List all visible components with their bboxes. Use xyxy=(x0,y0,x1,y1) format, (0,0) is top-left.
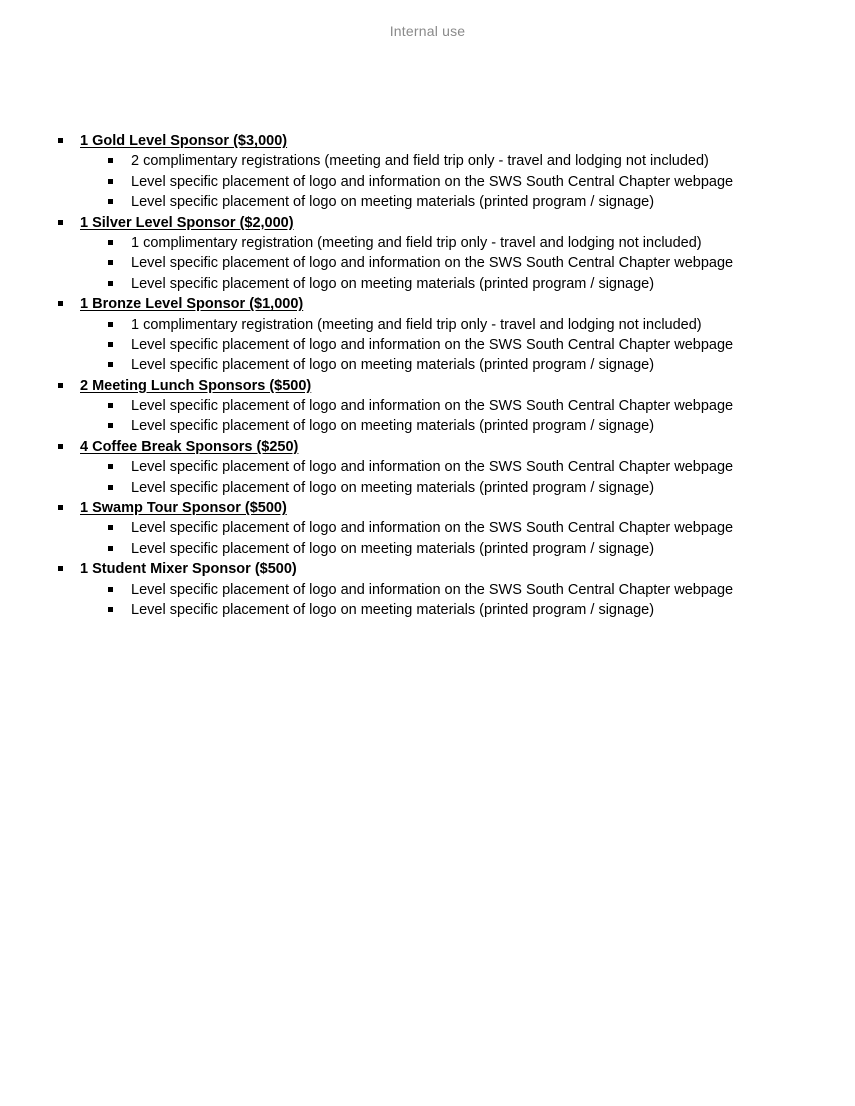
sponsor-benefit-text: Level specific placement of logo on meeting materials (printed program / signage) xyxy=(131,540,655,557)
square-bullet-icon xyxy=(108,322,113,327)
sponsor-level-heading xyxy=(0,498,855,518)
sponsor-benefit-text: Level specific placement of logo and information on the SWS South Central Chapter webpage xyxy=(131,581,734,598)
sponsor-level-heading xyxy=(0,559,855,579)
sponsor-benefit-list xyxy=(0,233,855,294)
sponsor-level-list xyxy=(0,131,855,620)
sponsor-benefit-item xyxy=(0,478,855,498)
square-bullet-icon xyxy=(108,281,113,286)
sponsor-level-heading xyxy=(0,437,855,457)
sponsor-benefit-item xyxy=(0,253,855,273)
square-bullet-icon xyxy=(58,505,63,510)
sponsor-benefit-text: Level specific placement of logo and information on the SWS South Central Chapter webpage xyxy=(131,173,734,190)
sponsor-benefit-text: Level specific placement of logo on meeting materials (printed program / signage) xyxy=(131,479,655,496)
square-bullet-icon xyxy=(58,301,63,306)
sponsor-level-heading xyxy=(0,213,855,233)
sponsor-benefit-item xyxy=(0,539,855,559)
sponsor-benefit-text: 2 complimentary registrations (meeting and field trip only - travel and lodging not included) xyxy=(131,153,709,170)
sponsor-benefit-text: 1 complimentary registration (meeting and field trip only - travel and lodging not included) xyxy=(131,234,702,251)
square-bullet-icon xyxy=(108,179,113,184)
sponsor-level-item xyxy=(0,294,855,376)
sponsor-benefit-item xyxy=(0,396,855,416)
square-bullet-icon xyxy=(58,566,63,571)
square-bullet-icon xyxy=(108,158,113,163)
sponsor-benefit-item xyxy=(0,274,855,294)
sponsor-benefit-item xyxy=(0,457,855,477)
sponsor-level-title: 1 Gold Level Sponsor ($3,000) xyxy=(80,133,288,149)
sponsor-benefit-text: Level specific placement of logo on meeting materials (printed program / signage) xyxy=(131,357,655,374)
square-bullet-icon xyxy=(108,199,113,204)
sponsor-level-heading xyxy=(0,376,855,396)
sponsor-benefit-list xyxy=(0,151,855,212)
sponsor-benefit-text: Level specific placement of logo and information on the SWS South Central Chapter webpage xyxy=(131,336,734,353)
square-bullet-icon xyxy=(108,260,113,265)
sponsor-benefit-item xyxy=(0,172,855,192)
square-bullet-icon xyxy=(108,607,113,612)
square-bullet-icon xyxy=(108,342,113,347)
sponsor-benefit-list xyxy=(0,518,855,559)
sponsor-benefit-text: 1 complimentary registration (meeting and field trip only - travel and lodging not included) xyxy=(131,316,702,333)
sponsor-level-item xyxy=(0,213,855,295)
sponsor-level-title: 1 Swamp Tour Sponsor ($500) xyxy=(80,500,287,517)
sponsor-level-heading xyxy=(0,294,855,314)
sponsor-level-title: 2 Meeting Lunch Sponsors ($500) xyxy=(80,377,312,394)
sponsor-level-item xyxy=(0,498,855,559)
square-bullet-icon xyxy=(108,525,113,530)
sponsor-benefit-text: Level specific placement of logo on meeting materials (printed program / signage) xyxy=(131,275,655,292)
square-bullet-icon xyxy=(108,362,113,367)
square-bullet-icon xyxy=(108,546,113,551)
sponsor-level-title: 4 Coffee Break Sponsors ($250) xyxy=(80,438,299,455)
sponsor-benefit-item xyxy=(0,600,855,620)
square-bullet-icon xyxy=(108,423,113,428)
square-bullet-icon xyxy=(108,587,113,592)
sponsor-level-item xyxy=(0,131,855,213)
sponsor-benefit-list xyxy=(0,315,855,376)
document-header-label: Internal use xyxy=(389,23,466,39)
square-bullet-icon xyxy=(58,444,63,449)
sponsor-level-title: 1 Student Mixer Sponsor ($500) xyxy=(80,561,297,578)
sponsor-benefit-item xyxy=(0,192,855,212)
sponsor-benefit-item xyxy=(0,416,855,436)
square-bullet-icon xyxy=(58,220,63,225)
square-bullet-icon xyxy=(108,485,113,490)
square-bullet-icon xyxy=(108,403,113,408)
sponsor-benefit-item xyxy=(0,335,855,355)
square-bullet-icon xyxy=(58,383,63,388)
sponsor-benefit-list xyxy=(0,457,855,498)
sponsor-level-item xyxy=(0,376,855,437)
sponsor-level-heading xyxy=(0,131,855,151)
sponsor-benefit-text: Level specific placement of logo on meeting materials (printed program / signage) xyxy=(131,418,655,435)
sponsor-benefit-item xyxy=(0,355,855,375)
sponsor-benefit-item xyxy=(0,233,855,253)
sponsor-benefit-item xyxy=(0,518,855,538)
sponsor-benefit-text: Level specific placement of logo and information on the SWS South Central Chapter webpage xyxy=(131,398,734,415)
square-bullet-icon xyxy=(58,138,63,143)
sponsor-level-title: 1 Silver Level Sponsor ($2,000) xyxy=(80,214,294,231)
sponsor-level-item xyxy=(0,437,855,498)
sponsor-benefit-list xyxy=(0,580,855,621)
sponsor-level-item xyxy=(0,559,855,620)
sponsor-benefit-item xyxy=(0,315,855,335)
sponsor-level-title: 1 Bronze Level Sponsor ($1,000) xyxy=(80,296,304,313)
sponsor-benefit-text: Level specific placement of logo and information on the SWS South Central Chapter webpage xyxy=(131,520,734,537)
sponsor-benefit-text: Level specific placement of logo on meeting materials (printed program / signage) xyxy=(131,194,655,211)
sponsor-benefit-text: Level specific placement of logo and information on the SWS South Central Chapter webpage xyxy=(131,255,734,272)
sponsor-benefit-list xyxy=(0,396,855,437)
sponsor-benefit-item xyxy=(0,151,855,171)
sponsor-benefit-text: Level specific placement of logo on meeting materials (printed program / signage) xyxy=(131,601,655,618)
sponsor-benefit-text: Level specific placement of logo and information on the SWS South Central Chapter webpage xyxy=(131,459,734,476)
square-bullet-icon xyxy=(108,240,113,245)
square-bullet-icon xyxy=(108,464,113,469)
sponsor-benefit-item xyxy=(0,580,855,600)
